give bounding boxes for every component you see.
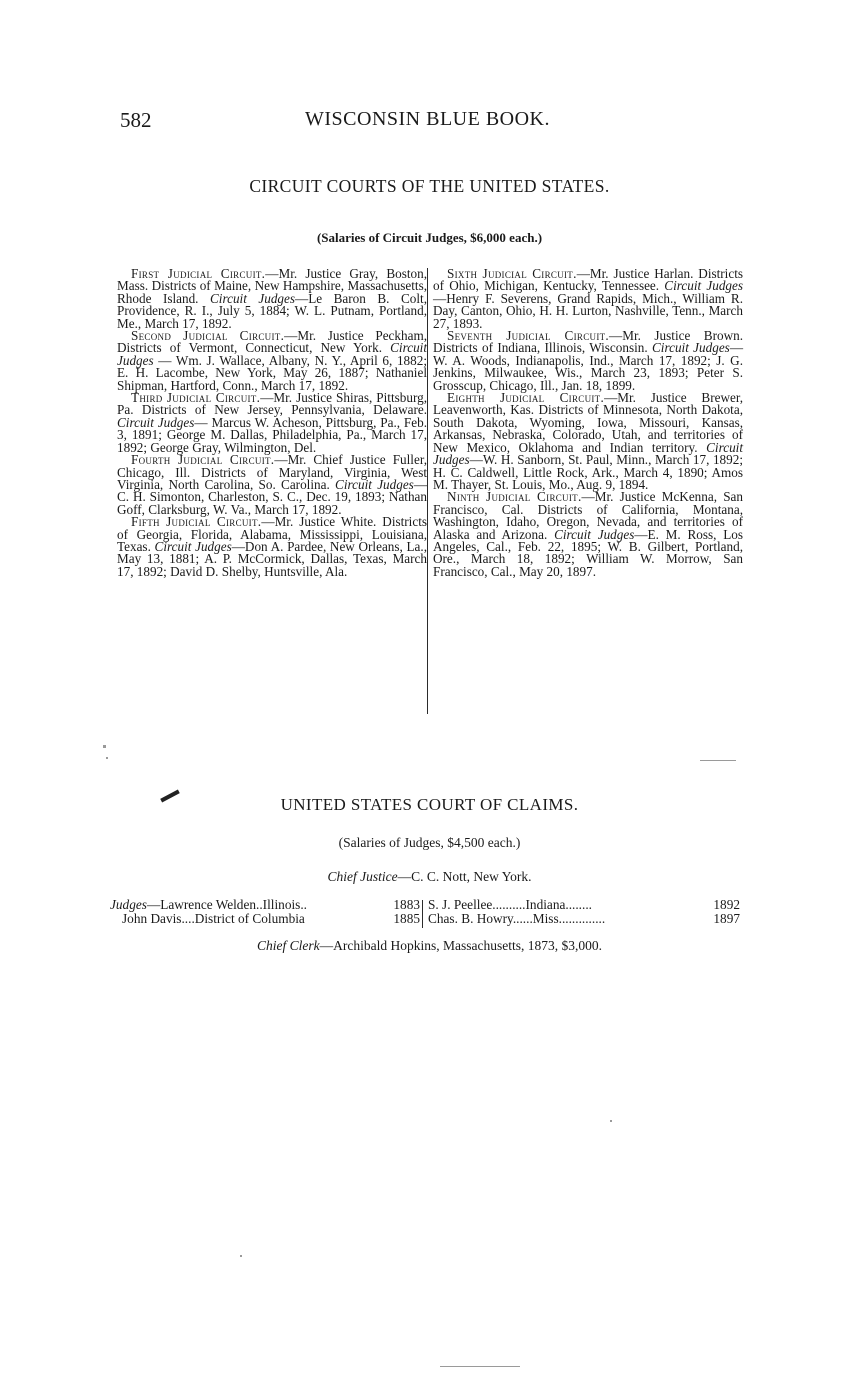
circuit-entry-first (117, 268, 427, 330)
circuit-name: Eighth Judicial Circuit. (447, 390, 605, 406)
circuit-text: —Mr. Justice McKenna, San Francisco, Cal. Districts of California, Montana, Washington, Idaho, Oregon, Nevada, and territories of Alaska and Arizona. (433, 489, 743, 542)
circuit-entry-second (117, 330, 427, 392)
circuit-entry-ninth (433, 491, 743, 578)
judges-column-left (110, 898, 420, 926)
circuit-judges-text: —Le Baron B. Colt, Providence, R. I., July 5, 1884; W. L. Putnam, Portland, Me., March 17, 1892. (117, 290, 427, 331)
circuit-name: Sixth Judicial Circuit. (447, 266, 577, 281)
salary-note-circuit-judges: (Salaries of Circuit Judges, $6,000 each.) (316, 230, 543, 245)
judge-year: 1885 (393, 911, 420, 926)
circuit-text: —Mr. Justice Brown. Districts of Indiana, Illinois, Wisconsin. (433, 328, 744, 356)
circuit-judges-label: Circuit Judges (117, 414, 195, 430)
judge-row (428, 912, 740, 926)
circuit-text: —Mr. Chief Justice Fuller, Chicago, Ill. Districts of Maryland, Virginia, West Virginia, North Carolina, So. Carolina. (117, 452, 427, 492)
judge-year: 1892 (713, 897, 740, 912)
circuit-text: —Mr. Justice White. Districts of Georgia, Florida, Alabama, Mississippi, Louisiana, Texas. (117, 514, 427, 554)
circuit-judges-label: Circuit Judges (651, 340, 730, 356)
circuit-entry-third (117, 392, 427, 454)
circuit-judges-label: Circuit Judges (664, 278, 743, 294)
circuit-entry-sixth (433, 268, 743, 330)
circuit-judges-text: — C. H. Simonton, Charleston, S. C., Dec. 19, 1893; Nathan Goff, Clarksburg, W. Va., March 17, 1892. (117, 476, 427, 517)
circuit-name: Seventh Judicial Circuit. (447, 328, 610, 344)
chief-justice-value: —C. C. Nott, New York. (397, 869, 532, 884)
section-heading-circuit-courts: CIRCUIT COURTS OF THE UNITED STATES. (249, 176, 610, 196)
circuit-judges-text: — Wm. J. Wallace, Albany, N. Y., April 6, 1882; E. H. Lacombe, New York, May 26, 1887; Nathaniel Shipman, Hartford, Conn., March 17, 1892. (117, 352, 427, 393)
judge-year: 1883 (393, 897, 420, 912)
scan-speck (106, 757, 108, 759)
judge-entry: S. J. Peellee..........Indiana........ (428, 897, 592, 912)
circuit-name: First Judicial Circuit. (131, 266, 266, 281)
scan-speck (240, 1255, 242, 1257)
circuit-judges-label: Circuit Judges (210, 290, 296, 306)
circuit-name: Ninth Judicial Circuit. (447, 489, 582, 505)
chief-clerk-value: —Archibald Hopkins, Massachusetts, 1873, $3,000. (319, 938, 602, 953)
circuit-text: —Mr. Justice Brewer, Leavenworth, Kas. Districts of Minnesota, North Dakota, South Dakota, Wyoming, Iowa, Missouri, Kansas, Arkansas, Nebraska, Colorado, Utah, and territories of New Mexico, Oklahoma and Indian territory. (433, 390, 743, 455)
judge-prefix: — (146, 897, 161, 912)
circuit-column-left (117, 268, 427, 578)
circuit-judges-label: Circuit Judges (554, 526, 635, 542)
circuit-name: Third Judicial Circuit. (131, 390, 261, 406)
chief-clerk-label: Chief Clerk (257, 938, 320, 953)
circuit-judges-label: Circuit Judges (433, 439, 743, 468)
circuit-text: —Mr. Justice Peckham, Districts of Vermont, Connecticut, New York. (117, 328, 427, 356)
section-heading-court-of-claims: UNITED STATES COURT OF CLAIMS. (280, 795, 579, 814)
chief-justice-label: Chief Justice (327, 869, 398, 884)
scan-speck (103, 745, 106, 748)
circuit-entry-eighth (433, 392, 743, 491)
judge-row (110, 898, 420, 912)
circuit-judges-text: —Don A. Pardee, New Orleans, La., May 13, 1881; A. P. McCormick, Dallas, Texas, March 17, 1892; David D. Shelby, Huntsville, Ala. (117, 538, 427, 579)
circuit-entry-fifth (117, 516, 427, 578)
judges-column-rule (422, 900, 423, 928)
column-rule (427, 268, 428, 714)
circuit-judges-label: Circuit Judges (154, 538, 232, 554)
judge-entry: Chas. B. Howry......Miss.............. (428, 911, 606, 926)
scan-speck (700, 760, 736, 761)
circuit-judges-label: Circuit Judges (335, 476, 414, 492)
scan-speck (440, 1366, 520, 1367)
page-number: 582 (120, 108, 152, 132)
circuit-name: Second Judicial Circuit. (131, 328, 285, 344)
circuit-judges-text: —Henry F. Severens, Grand Rapids, Mich., William R. Day, Canton, Ohio, H. H. Lurton, Nashville, Tenn., March 27, 1893. (433, 290, 743, 331)
circuit-name: Fourth Judicial Circuit. (131, 452, 275, 468)
chief-clerk-line (0, 938, 859, 954)
circuit-text: —Mr. Justice Shiras, Pittsburg, Pa. Districts of New Jersey, Pennsylvania, Delaware. (117, 390, 427, 418)
judge-row (110, 912, 420, 926)
running-head (120, 108, 740, 136)
circuit-name: Fifth Judicial Circuit. (131, 514, 262, 530)
circuit-text: —Mr. Justice Harlan. Districts of Ohio, Michigan, Kentucky, Tennessee. (433, 266, 743, 294)
circuit-judges-text: — Marcus W. Acheson, Pittsburg, Pa., Feb. 3, 1891; George M. Dallas, Philadelphia, Pa., March 17, 1892; George Gray, Wilmington, Del. (117, 414, 427, 455)
circuit-judges-text: —W. A. Woods, Indianapolis, Ind., March 17, 1892; J. G. Jenkins, Milwaukee, Wis., March 23, 1893; Peter S. Grosscup, Chicago, Ill., Jan. 18, 1899. (433, 340, 743, 393)
running-title: WISCONSIN BLUE BOOK. (305, 108, 550, 130)
scan-speck (610, 1120, 612, 1122)
salary-note-claims-judges: (Salaries of Judges, $4,500 each.) (338, 835, 521, 850)
circuit-judges-text: —W. H. Sanborn, St. Paul, Minn., March 17, 1892; H. C. Caldwell, Little Rock, Ark., March 4, 1890; Amos M. Thayer, St. Louis, Mo., Aug. 9, 1894. (433, 452, 743, 492)
judge-row (428, 898, 740, 912)
circuit-judges-label: Circuit Judges (117, 340, 427, 368)
judges-label: Judges (110, 897, 147, 912)
chief-justice-line (0, 869, 859, 885)
circuit-entry-seventh (433, 330, 743, 392)
judge-entry: Lawrence Welden..Illinois.. (160, 897, 307, 912)
circuit-entry-fourth (117, 454, 427, 516)
circuit-column-right (433, 268, 743, 578)
circuit-judges-text: —E. M. Ross, Los Angeles, Cal., Feb. 22, 1895; W. B. Gilbert, Portland, Ore., March 18, 1892; William W. Morrow, San Francisco, Cal., May 20, 1897. (433, 526, 744, 579)
judge-year: 1897 (713, 911, 740, 926)
judge-entry: John Davis....District of Columbia (122, 911, 305, 926)
circuit-text: —Mr. Justice Gray, Boston, Mass. Districts of Maine, New Hampshire, Massachusetts, Rhode Island. (117, 266, 427, 306)
judges-column-right (428, 898, 740, 926)
